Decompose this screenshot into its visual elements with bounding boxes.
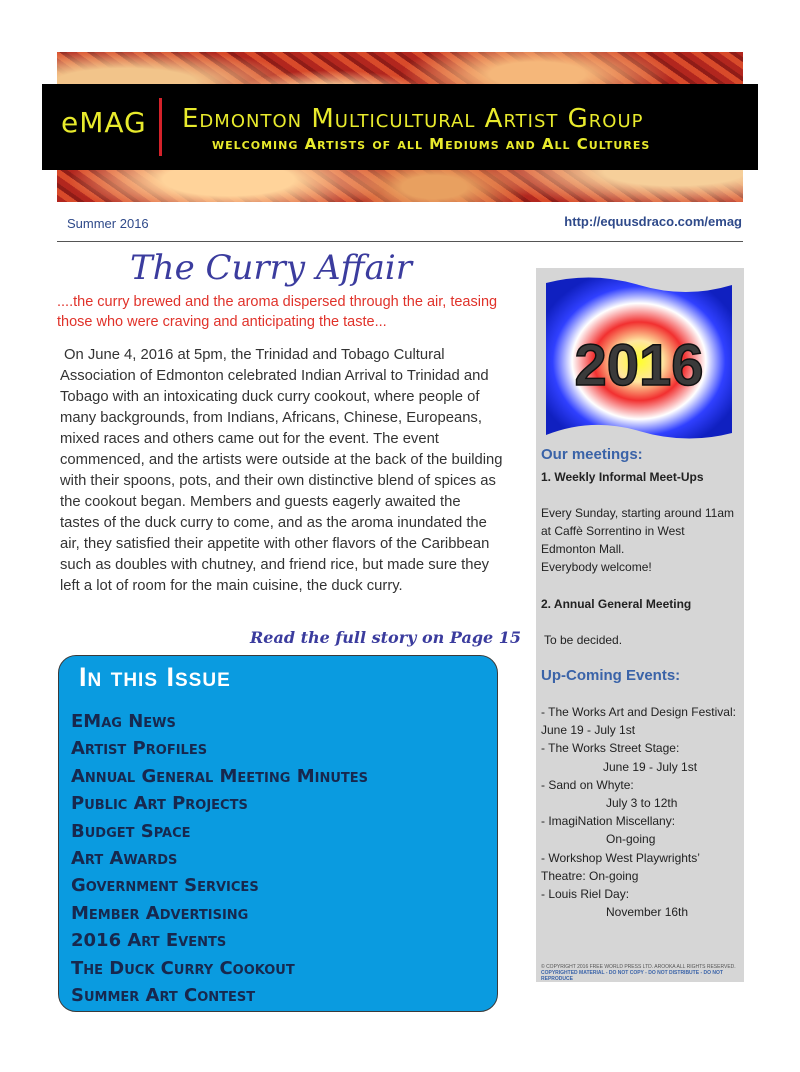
weekly-meetup-title: 1. Weekly Informal Meet-Ups (541, 470, 704, 484)
event-name: - The Works Art and Design Festival: June 19 - July 1st (541, 705, 736, 738)
issue-item[interactable]: Art Awards (71, 848, 178, 870)
logo-divider (159, 98, 162, 156)
event-name: - The Works Street Stage: (541, 741, 680, 756)
year-label: 2016 (574, 333, 704, 398)
copyright-line: © COPYRIGHT 2016 FREE WORLD PRESS LTD. AROOKA ALL RIGHTS RESERVED. (541, 964, 736, 970)
issue-contents-list (71, 708, 368, 1009)
issue-item[interactable]: Public Art Projects (71, 793, 248, 815)
meetings-heading: Our meetings: (541, 446, 643, 463)
article-title: The Curry Affair (130, 248, 412, 288)
issue-item[interactable]: 2016 Art Events (71, 930, 227, 952)
event-item (541, 849, 741, 885)
event-date: June 19 - July 1st (603, 759, 698, 774)
event-item (541, 703, 741, 739)
event-name: - Sand on Whyte: (541, 777, 634, 792)
event-name: - Louis Riel Day: (541, 887, 630, 902)
issue-item[interactable]: The Duck Curry Cookout (71, 957, 295, 979)
copyright-notice (541, 964, 741, 982)
event-date: On-going (606, 832, 656, 847)
agm-details: To be decided. (544, 633, 623, 647)
in-this-issue-heading: In this Issue (79, 662, 231, 692)
event-date: November 16th (606, 905, 689, 920)
event-item (541, 739, 741, 775)
issue-item[interactable]: Annual General Meeting Minutes (71, 765, 368, 787)
event-item (541, 885, 741, 921)
event-item (541, 812, 741, 848)
sidebar-panel (536, 268, 744, 982)
article-lede: ....the curry brewed and the aroma dispersed through the air, teasing those who were craving and anticipating the taste... (57, 294, 498, 330)
year-flag-graphic (544, 277, 734, 447)
event-item (541, 776, 741, 812)
issue-item[interactable]: Artist Profiles (71, 738, 208, 760)
weekly-meetup-details: Every Sunday, starting around 11am at Caffè Sorrentino in West Edmonton Mall. (541, 506, 734, 556)
event-date: July 3 to 12th (606, 796, 678, 811)
article-body: On June 4, 2016 at 5pm, the Trinidad and Tobago Cultural Association of Edmonton celebrated Indian Arrival to Trinidad and Tobago with an intoxicating duck curry cookout, where people of many backgrounds, from Indians, Africans, Chinese, Europeans, mixed races and others came out for the event. The event commenced, and the artists were outside at the back of the building with their spoons, pots, and their own distinctive blend of spices as the cookout began. Members and guests eagerly awaited the tastes of the duck curry to come, and as the aroma inundated the air, they satisfied their appetite with other flavors of the Caribbean such as doubles with chutney, and friend rice, but made sure they left a lot of room for the main cuisine, the duck curry. (60, 347, 503, 594)
issue-item[interactable]: EMag News (71, 711, 176, 732)
emag-logo: eMAG (61, 106, 147, 139)
issue-item[interactable]: Budget Space (71, 820, 191, 842)
group-name: Edmonton Multicultural Artist Group (182, 104, 644, 134)
issue-item[interactable]: Summer Art Contest (71, 985, 256, 1007)
in-this-issue-panel (58, 655, 498, 1012)
issue-date: Summer 2016 (67, 216, 149, 231)
issue-item[interactable]: Government Services (71, 875, 259, 897)
events-list (541, 703, 741, 921)
events-heading: Up-Coming Events: (541, 667, 681, 684)
group-tagline: welcoming Artists of all Mediums and All Cultures (212, 135, 651, 153)
event-name: - Workshop West Playwrights’ Theatre: On-going (541, 850, 700, 883)
header-divider (57, 241, 743, 242)
event-name: - ImagiNation Miscellany: (541, 814, 676, 829)
agm-title: 2. Annual General Meeting (541, 597, 692, 611)
weekly-meetup-welcome: Everybody welcome! (541, 560, 652, 574)
issue-item[interactable]: Member Advertising (71, 902, 249, 924)
read-more-link[interactable]: Read the full story on Page 15 (250, 628, 522, 647)
copyright-warning: COPYRIGHTED MATERIAL - DO NOT COPY - DO NOT DISTRIBUTE - DO NOT REPRODUCE (541, 970, 723, 982)
site-url-link[interactable]: http://equusdraco.com/emag (564, 214, 742, 229)
